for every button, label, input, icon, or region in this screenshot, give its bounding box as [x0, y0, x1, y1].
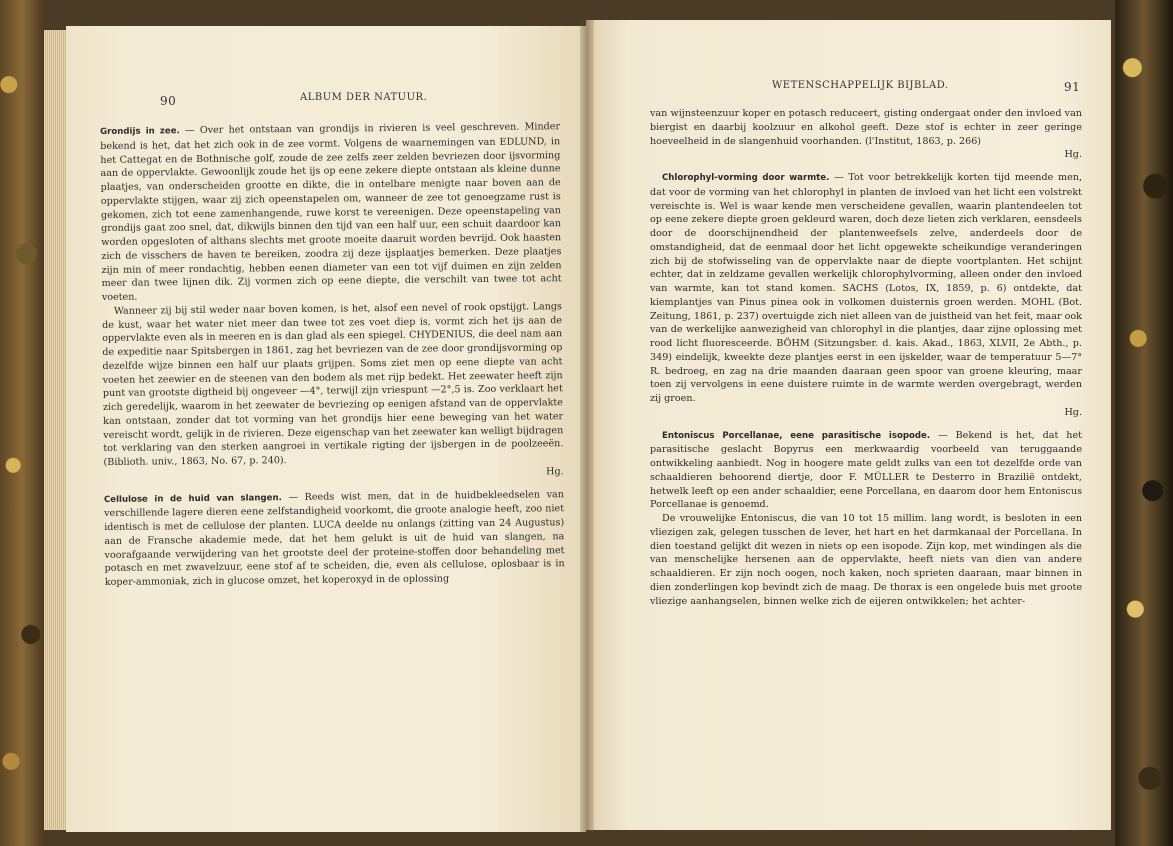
paragraph-text: Wanneer zij bij stil weder naar boven komen, is het, alsof een nevel of rook opstijgt. Langs de kust, waar het water niet meer dan twee tot zes voet diep is, vormt zich het ijs aan de oppervlakte even als in meeren en is dan glad als een spiegel. CHYDENIUS, die deel nam aan de expeditie naar Spitsbergen in 1861, zag het bevriezen van de zee door grondijsvorming op dezelfde wijze binnen een half uur plaats grijpen. Soms ziet men op eene diepte van acht voeten het zeewier en de steenen van den bodem als met rijp bedekt. Het zeewater heeft zijn punt van grootste digtheid bij ongeveer —4°, terwijl zijn vriespunt —2°,5 is. Zoo verklaart het zich geredelijk, waarom in het zeewater de bevriezing op eenigen afstand van de oppervlakte kan ontstaan, zonder dat tot vorming van het grondijs hier eene beweging van het water vereischt wordt, gelijk in de rivieren. Deze eigenschap van het zeewater kan welligt bijdragen tot verklaring van den sterken aangroei in vertikale rigting der ijsbergen in de poolzeeën. (Biblioth. univ., 1863, No. 67, p. 240).: [102, 300, 564, 468]
left-running-head: ALBUM DER NATUUR.: [300, 92, 428, 103]
article-heading: Entoniscus Porcellanae, eene parasitische isopode.: [662, 430, 931, 441]
article-paragraph: [650, 512, 1082, 608]
paragraph-text: — Bekend is het, dat het parasitische geslacht Bopyrus een merkwaardig voorbeeld van teruggaande ontwikkeling aanbiedt. Nog in hoogere mate geldt zulks van een tot dezelfde orde van schaaldieren behoorend diertje, door F. MÜLLER te Desterro in Brazilië ontdekt, hetwelk leeft op een ander schaaldier, eene Porcellana, en daarom door hem Entoniscus Porcellanae is genoemd.: [650, 429, 1082, 511]
paragraph-text: — Tot voor betrekkelijk korten tijd meende men, dat voor de vorming van het chlorophyl in planten de invloed van het licht een volstrekt vereischte is. Wel is waar kende men verscheidene gevallen, waarin plantendeelen tot op eene zekere diepte groen gekleurd waren, doch deze lieten zich verklaren, eensdeels door de doorschijnendheid der plantenweefsels zelve, anderdeels door de omstandigheid, dat de eenmaal door het licht opgewekte scheikundige veranderingen zich bij de stofwisseling van de oppervlakte naar de diepte voortplanten. Het schijnt echter, dat in zeldzame gevallen werkelijk chlorophylvorming, alleen onder den invloed van warmte, kan tot stand komen. SACHS (Lotos, IX, 1859, p. 6) ontdekte, dat kiemplantjes van Pinus pinea ook in volkomen duisternis groen werden. MOHL (Bot. Zeitung, 1861, p. 237) overtuigde zich niet alleen van de juistheid van het feit, maar ook van de werkelijke aanwezigheid van chlorophyl in die plantjes, daar zijne oplossing met rood licht fluoresceerde. BÖHM (Sitzungsber. d. kais. Akad., 1863, XLVII, 2e Abth., p. 349) eindelijk, kweekte deze plantjes eerst in een ijskelder, waar de temperatuur 5—7° R. bedroeg, en zag na drie maanden daaraan geen spoor van groene kleuring, maar toen zij vervolgens in eene duistere ruimte in de warmte werden overgebragt, werden zij groen.: [650, 172, 1083, 404]
article-heading: Cellulose in de huid van slangen.: [103, 492, 282, 505]
left-page-number: 90: [160, 94, 177, 108]
author-signature: Hg.: [1064, 406, 1082, 418]
article-paragraph: [102, 300, 564, 470]
right-running-head: WETENSCHAPPELIJK BIJBLAD.: [772, 80, 949, 91]
article-paragraph: [650, 171, 1082, 406]
article-paragraph: [650, 107, 1082, 148]
left-text-column: [100, 120, 565, 590]
author-signature: Hg.: [1064, 149, 1082, 161]
article-paragraph: [100, 120, 562, 305]
article-paragraph: [650, 429, 1082, 513]
article-paragraph: [104, 488, 565, 590]
book-gutter: [580, 20, 594, 832]
marbled-edge-left: [0, 0, 44, 846]
right-page-number: 91: [1064, 80, 1081, 94]
right-text-column: [650, 107, 1082, 608]
article-heading: Grondijs in zee.: [100, 126, 180, 137]
page-edges-left: [44, 30, 66, 830]
paragraph-text: van wijnsteenzuur koper en potasch reduceert, gisting ondergaat onder den invloed van biergist en daarbij koolzuur en alkohol geeft. Deze stof is echter in zeer geringe hoeveelheid in de slangenhuid voorhanden. (l'Institut, 1863, p. 266): [650, 108, 1082, 147]
paragraph-text: — Reeds wist men, dat in de huidbekleedselen van verschillende lagere dieren eene zelfstandigheid voorkomt, die groote analogie heeft, zoo niet identisch is met de cellulose der planten. LUCA deelde nu onlangs (zitting van 24 Augustus) aan de Fransche akademie mede, dat het hem gelukt is uit de huid van slangen, na voorafgaande verwijdering van het grootste deel der proteine-stoffen door behandeling met potasch en met zwavelzuur, eene stof af te scheiden, die, even als cellulose, oplosbaar is in koper-ammoniak, zich in glucose omzet, het koperoxyd in de oplossing: [104, 488, 565, 588]
paragraph-text: — Over het ontstaan van grondijs in rivieren is veel geschreven. Minder bekend is het, dat het zich ook in de zee vormt. Volgens de waarnemingen van EDLUND, in het Cattegat en de Bothnische golf, zoude de zee zelfs zeer zelden bevriezen door ijsvorming aan de oppervlakte. Gewoonlijk zoude het ijs op eene zekere diepte ontstaan als kleine dunne plaatjes, van onderscheiden grootte en dikte, die in ontelbare menigte naar boven aan de oppervlakte stijgen, waar zij zich opeenstapelen om, wanneer de zee tot genoegzame rust is gekomen, zich tot eene zamenhangende, ruwe korst te vereenigen. Deze opeenstapeling van grondijs gaat zoo snel, dat, dikwijls binnen den tijd van een half uur, een schuit daardoor kan worden opgesloten of althans slechts met groote moeite daaruit worden bevrijd. Ook haasten zich de visschers de haven te bereiken, zoodra zij deze ijsplaatjes bemerken. Deze plaatjes zijn min of meer rondachtig, hebben eenen diameter van een tot vijf duimen en zijn zelden meer dan twee lijnen dik. Zij vormen zich op eene diepte, die verschilt van twee tot acht voeten.: [100, 121, 562, 303]
author-signature: Hg.: [546, 465, 564, 478]
marbled-edge-right: [1115, 0, 1173, 846]
article-heading: Chlorophyl-vorming door warmte.: [662, 173, 830, 183]
paragraph-text: De vrouwelijke Entoniscus, die van 10 tot 15 millim. lang wordt, is besloten in een vliezigen zak, gelegen tusschen de lever, het hart en het darmkanaal der Porcellana. In dien toestand gelijkt dit wezen in niets op een isopode. Zijn kop, met windingen als die van menschelijke hersenen aan de oppervlakte, heeft niets van dien van andere schaaldieren. Er zijn noch oogen, noch kaken, noch sprieten daaraan, maar binnen in dien zonderlingen kop bevindt zich de maag. De thorax is een ongelede buis met groote vliezige aanhangselen, binnen welke zich de eijeren ontwikkelen; het achter-: [650, 513, 1082, 607]
